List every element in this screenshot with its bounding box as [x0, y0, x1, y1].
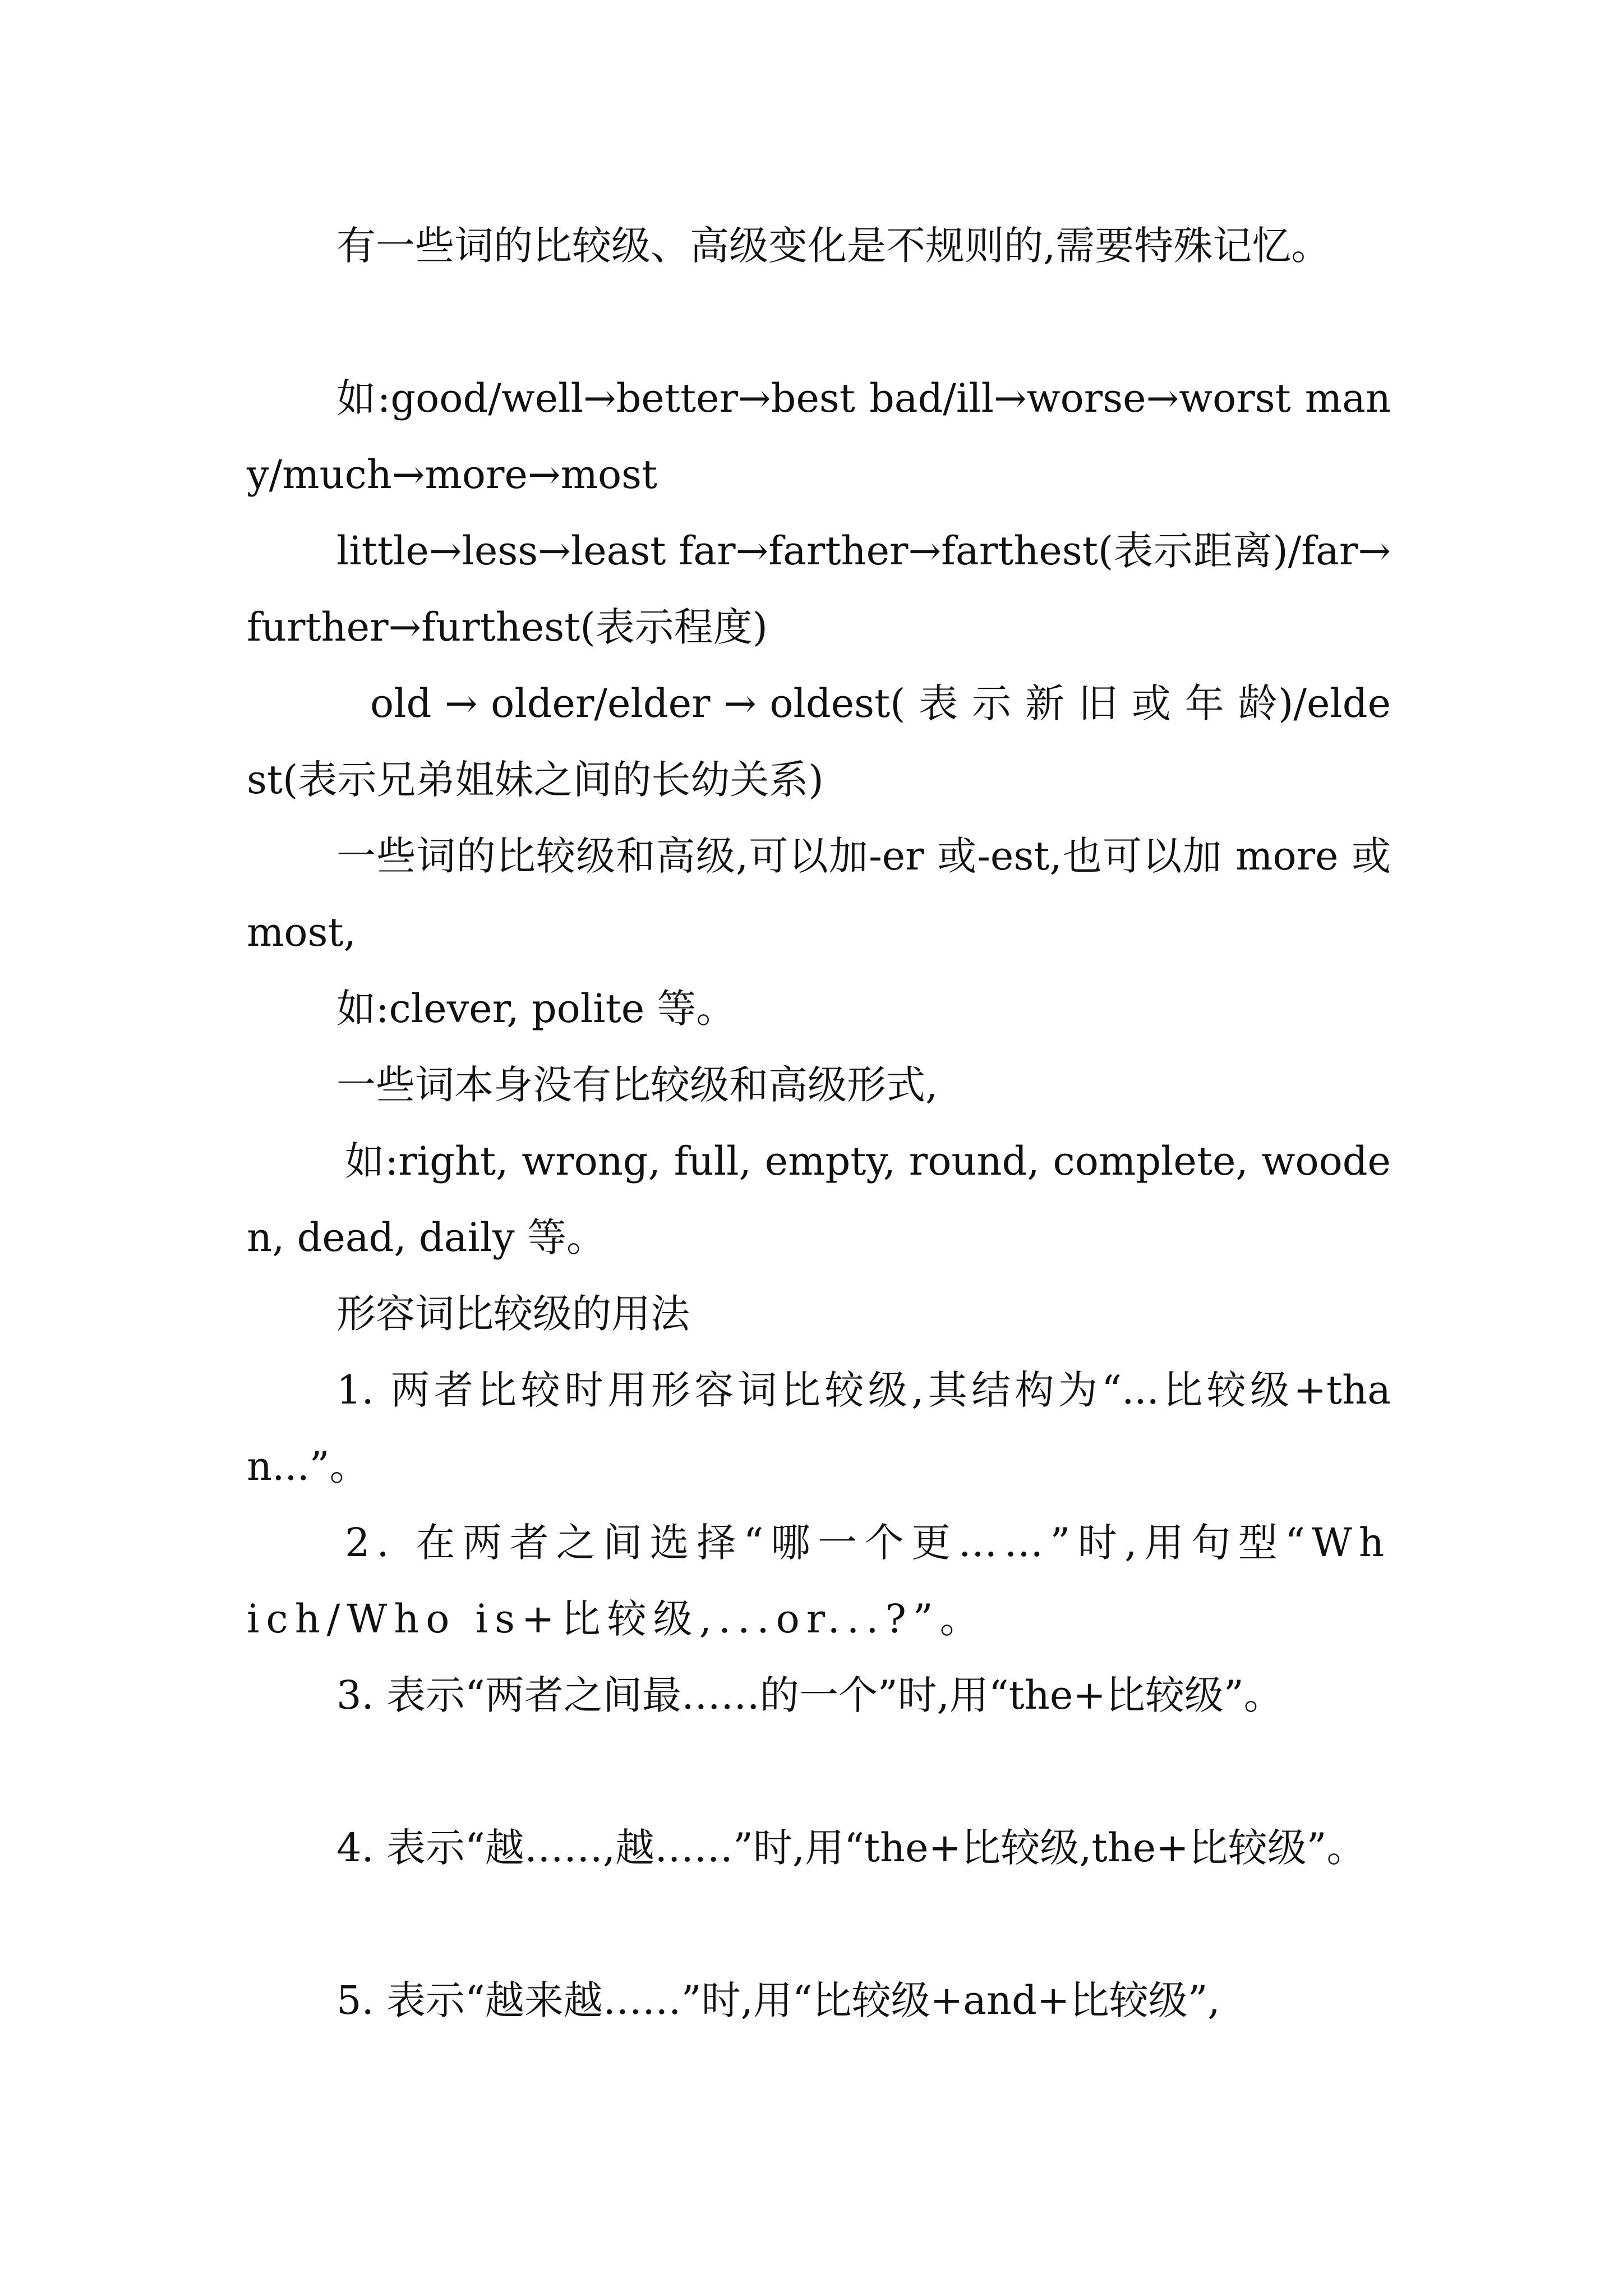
- paragraph-example-good-bad: 如:good/well→better→best bad/ill→worse→worst many/much→more→most: [247, 375, 1391, 498]
- section-heading-usage: 形容词比较级的用法: [336, 1291, 690, 1337]
- paragraph-example-clever: 如:clever, polite 等。: [336, 986, 736, 1032]
- paragraph-no-comparative: 一些词本身没有比较级和高级形式,: [336, 1062, 938, 1108]
- paragraph-er-est-or-more-most: 一些词的比较级和高级,可以加-er 或-est,也可以加 more 或 most,: [247, 833, 1391, 955]
- paragraph-example-right-wrong: 如:right, wrong, full, empty, round, complete, wooden, dead, daily 等。: [247, 1138, 1391, 1260]
- paragraph-example-old: old → older/elder → oldest( 表 示 新 旧 或 年 龄)/eldest(表示兄弟姐妹之间的长幼关系): [247, 680, 1391, 803]
- list-item-3: 3. 表示“两者之间最……的一个”时,用“the+比较级”。: [336, 1672, 1283, 1718]
- list-item-4: 4. 表示“越……,越……”时,用“the+比较级,the+比较级”。: [336, 1825, 1366, 1871]
- list-item-5: 5. 表示“越来越……”时,用“比较级+and+比较级”,: [336, 1977, 1220, 2023]
- paragraph-irregular-forms: 有一些词的比较级、高级变化是不规则的,需要特殊记忆。: [336, 223, 1331, 269]
- list-item-2: 2. 在两者之间选择“哪一个更……”时,用句型“Which/Who is+比较级,...or...?”。: [247, 1520, 1391, 1642]
- list-item-1: 1. 两者比较时用形容词比较级,其结构为“...比较级+than...”。: [247, 1367, 1391, 1489]
- paragraph-example-little-far: little→less→least far→farther→farthest(表示距离)/far→further→furthest(表示程度): [247, 528, 1391, 650]
